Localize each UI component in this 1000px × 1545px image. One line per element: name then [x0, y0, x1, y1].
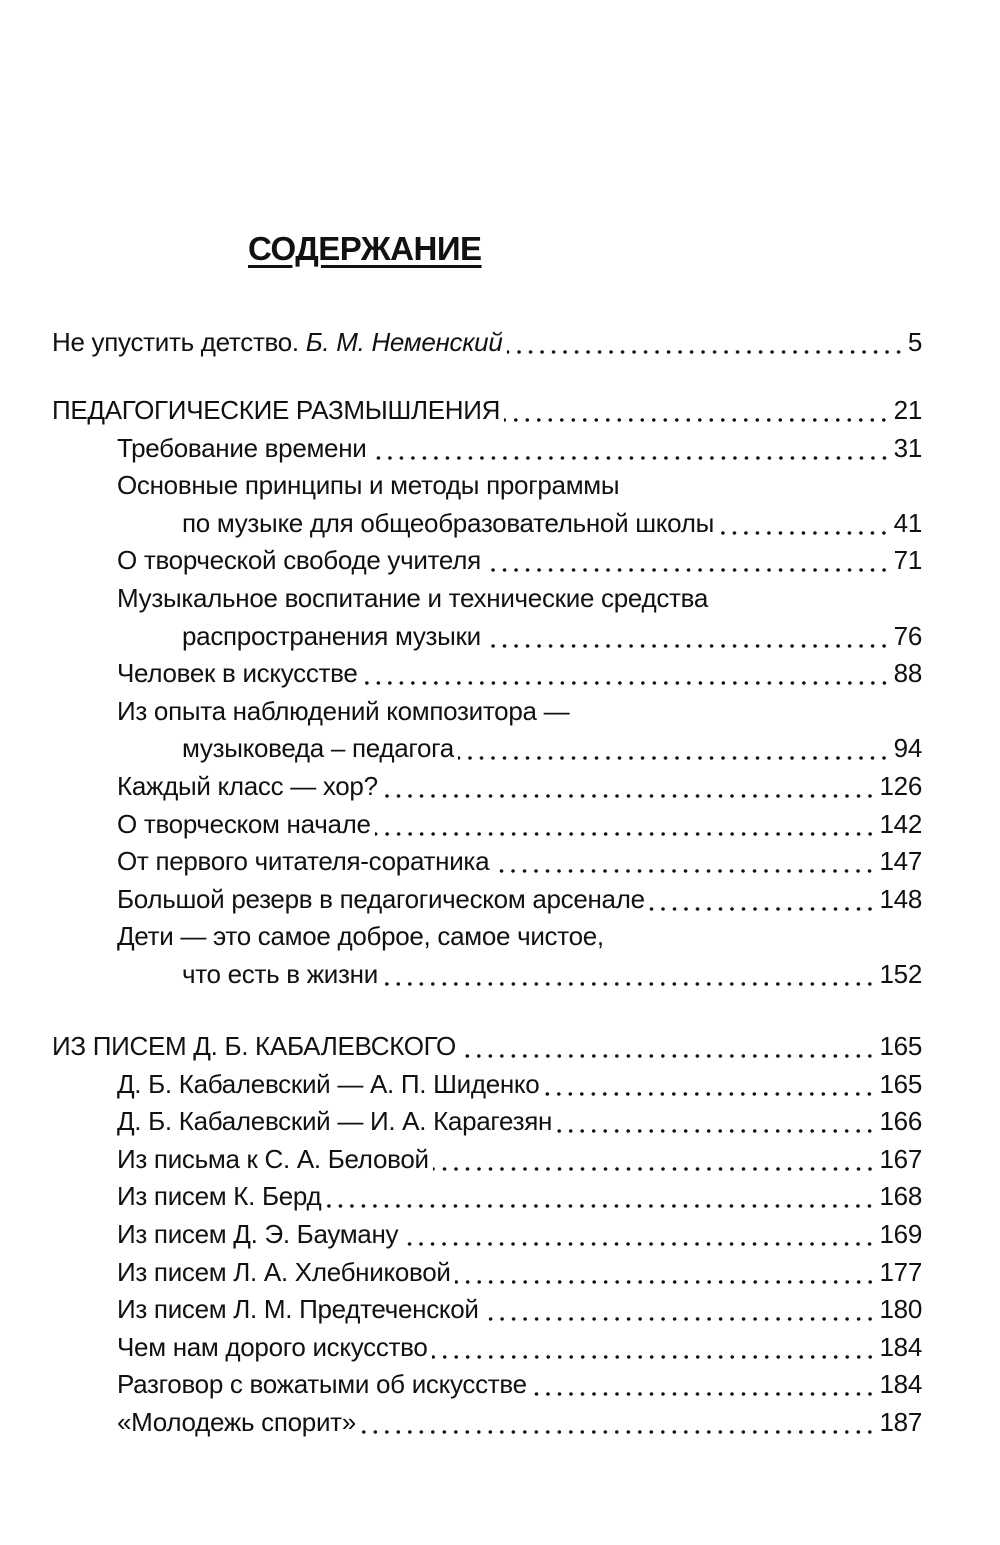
- entry-title: что есть в жизни: [182, 959, 378, 989]
- toc-entry: [117, 1179, 922, 1213]
- toc-entry: [182, 619, 922, 653]
- dot-leader: [543, 1067, 875, 1101]
- entry-title: Из писем Л. М. Предтеченской: [117, 1294, 479, 1325]
- entry-title: «Молодежь спорит»: [117, 1407, 356, 1437]
- entry-title: Д. Б. Кабалевский — И. А. Карагезян: [117, 1106, 553, 1137]
- dot-leader: [531, 1367, 876, 1401]
- toc-entry: [182, 506, 922, 540]
- page-number: 126: [879, 771, 922, 801]
- entry-title: Большой резерв в педагогическом арсенале: [117, 883, 645, 914]
- entry-title: Из писем Д. Э. Бауману: [117, 1219, 399, 1249]
- page-number: 165: [879, 1031, 922, 1061]
- page-number: 31: [893, 432, 922, 463]
- dot-leader: [718, 506, 890, 540]
- entry-title: Разговор с вожатыми об искусстве: [117, 1369, 527, 1400]
- dot-leader: [485, 543, 890, 577]
- dot-leader: [362, 656, 890, 690]
- toc-entry: [117, 543, 922, 577]
- dot-leader: [504, 393, 890, 427]
- entry-title-line1: Дети — это самое доброе, самое чистое,: [117, 921, 604, 952]
- toc-entry: [52, 325, 922, 359]
- dot-leader: [556, 1104, 875, 1138]
- toc-entry: [117, 807, 922, 841]
- toc-entry: [117, 1104, 922, 1138]
- page-number: 148: [879, 883, 922, 914]
- entry-title-line1: Музыкальное воспитание и технические средства: [117, 583, 709, 613]
- page-number: 180: [879, 1294, 922, 1325]
- toc-entry: [182, 957, 922, 991]
- entry-title: О творческом начале: [117, 808, 371, 839]
- toc-entry: [117, 844, 922, 878]
- page-number: 76: [893, 620, 922, 651]
- toc-entry: [117, 431, 922, 465]
- dot-leader: [432, 1330, 876, 1364]
- toc-entry: [117, 1405, 922, 1439]
- dot-leader: [325, 1179, 875, 1213]
- page-number: 184: [879, 1331, 922, 1362]
- dot-leader: [375, 807, 876, 841]
- toc-entry: [117, 1367, 922, 1401]
- page-number: 147: [879, 846, 922, 877]
- entry-title: Из писем К. Берд: [117, 1181, 322, 1212]
- page-number: 88: [893, 658, 922, 689]
- page-number: 41: [893, 507, 922, 538]
- entry-title: Каждый класс — хор?: [117, 771, 378, 801]
- entry-title: музыковеда – педагога: [182, 733, 454, 764]
- entry-title: распространения музыки: [182, 620, 481, 651]
- entry-author: Б. М. Неменский: [305, 327, 503, 357]
- page-number: 166: [879, 1106, 922, 1137]
- page-number: 168: [879, 1181, 922, 1212]
- entry-title-line1: Основные принципы и методы программы: [117, 470, 620, 501]
- dot-leader: [402, 1217, 875, 1251]
- page-number: 71: [893, 545, 922, 576]
- toc-entry: [117, 1067, 922, 1101]
- dot-leader: [382, 769, 876, 803]
- page-number: 142: [879, 808, 922, 839]
- entry-title: Человек в искусстве: [117, 658, 358, 689]
- toc-entry: [117, 1255, 922, 1289]
- toc-entry: [117, 1142, 922, 1176]
- dot-leader: [382, 957, 876, 991]
- page-number: 152: [879, 959, 922, 989]
- dot-leader: [460, 1029, 876, 1063]
- entry-title: Из писем Л. А. Хлебниковой: [117, 1256, 451, 1287]
- dot-leader: [483, 1292, 876, 1326]
- entry-title-line1: Из опыта наблюдений композитора —: [117, 695, 570, 726]
- dot-leader: [493, 844, 875, 878]
- toc-section-heading: [52, 393, 922, 427]
- dot-leader: [458, 731, 890, 765]
- toc-entry: [182, 731, 922, 765]
- page-number: 184: [879, 1369, 922, 1400]
- toc-entry: [117, 1330, 922, 1364]
- entry-title: Из письма к С. А. Беловой: [117, 1143, 429, 1174]
- toc-entry: [117, 656, 922, 690]
- page-number: 177: [879, 1256, 922, 1287]
- entry-title: ПЕДАГОГИЧЕСКИЕ РАЗМЫШЛЕНИЯ: [52, 395, 501, 425]
- dot-leader: [360, 1405, 876, 1439]
- entry-title: Чем нам дорого искусство: [117, 1331, 428, 1362]
- dot-leader: [371, 431, 890, 465]
- page-number: 167: [879, 1143, 922, 1174]
- page-number: 94: [893, 733, 922, 764]
- entry-title: От первого читателя-соратника: [117, 846, 490, 877]
- page-number: 5: [907, 327, 922, 357]
- dot-leader: [507, 325, 904, 359]
- entry-title: О творческой свободе учителя: [117, 545, 481, 576]
- entry-title: Д. Б. Кабалевский — А. П. Шиденко: [117, 1068, 540, 1099]
- page-number: 21: [893, 395, 922, 425]
- entry-title: Не упустить детство. Б. М. Неменский: [52, 327, 503, 357]
- toc-entry: [117, 769, 922, 803]
- toc-entry: [117, 882, 922, 916]
- dot-leader: [433, 1142, 876, 1176]
- page-title: СОДЕРЖАНИЕ: [248, 230, 482, 267]
- entry-title: по музыке для общеобразовательной школы: [182, 507, 714, 538]
- dot-leader: [485, 619, 890, 653]
- entry-title: Требование времени: [117, 432, 367, 463]
- toc-entry: [117, 1217, 922, 1251]
- page-number: 169: [879, 1219, 922, 1249]
- page-number: 187: [879, 1407, 922, 1437]
- toc-entry: [117, 1292, 922, 1326]
- dot-leader: [649, 882, 876, 916]
- page-number: 165: [879, 1068, 922, 1099]
- dot-leader: [455, 1255, 876, 1289]
- toc-section-heading: [52, 1029, 922, 1063]
- entry-title: ИЗ ПИСЕМ Д. Б. КАБАЛЕВСКОГО: [52, 1031, 456, 1061]
